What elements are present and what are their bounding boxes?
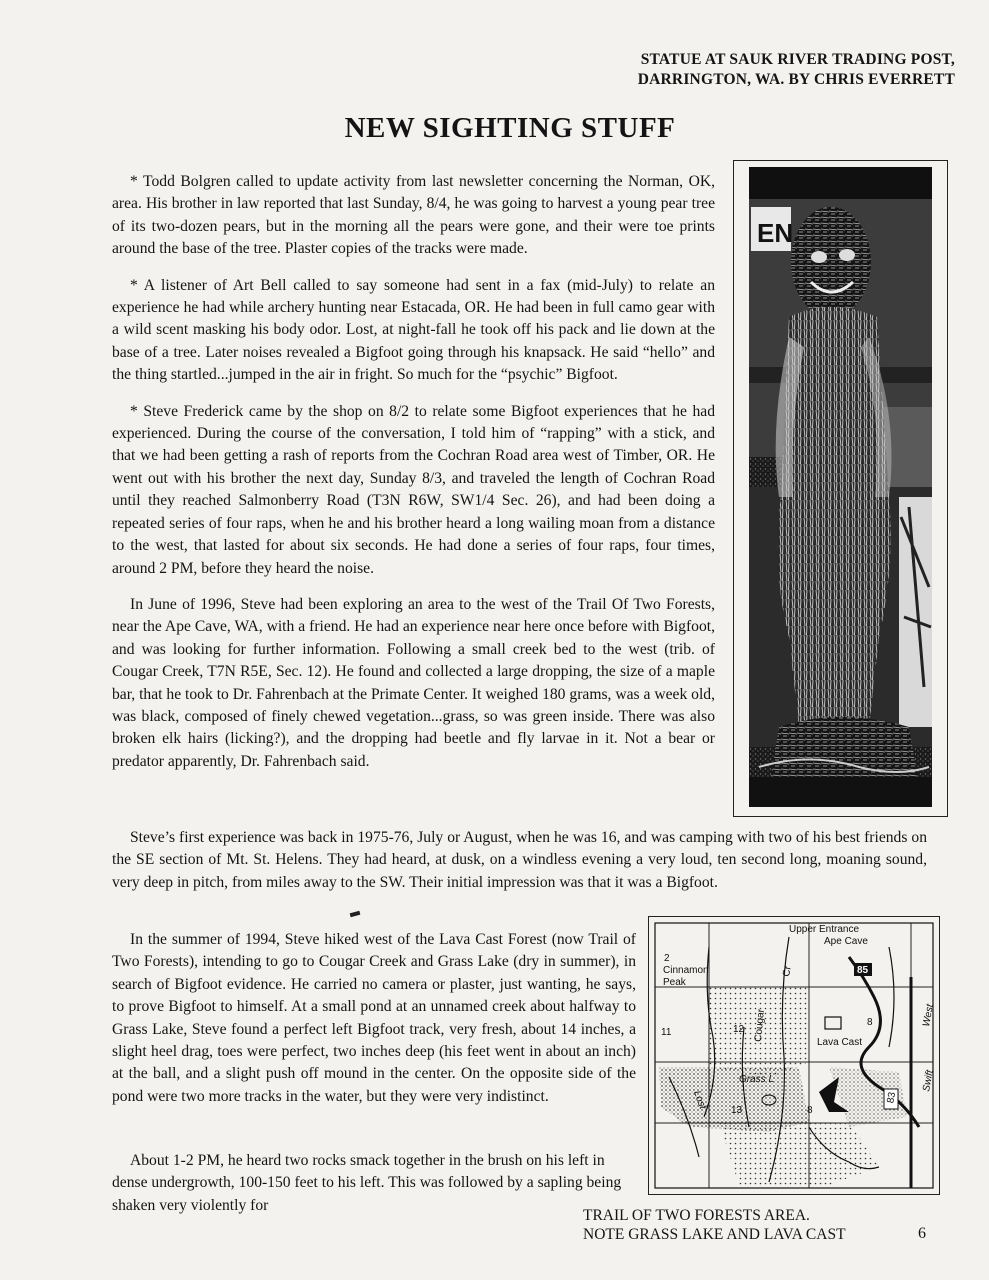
paragraph-first-experience: Steve’s first experience was back in 1975-76, July or August, when he was 16, and was camping with two of his best friends on the SE section of Mt. St. Helens. They had heard, at dusk, on a windless evening a very loud, ten second long, moaning sound, very deep in pitch, from miles away to the SW. Their initial impression was that it was a Bigfoot. xyxy=(112,829,927,891)
label-section-8: 8 xyxy=(867,1017,873,1028)
label-cinnamon: Cinnamon xyxy=(663,965,709,976)
sign-text: EN xyxy=(757,218,794,248)
label-section-8b: 8 xyxy=(807,1105,813,1116)
label-route-85: 85 xyxy=(857,965,869,976)
paragraph-rocks: About 1-2 PM, he heard two rocks smack together in the brush on his left in dense undergrowth, 100-150 feet to his left. This was followed by a sapling being shaken very violently for xyxy=(112,1152,622,1214)
paragraph-art-bell: * A listener of Art Bell called to say someone had sent in a fax (mid-July) to relate an experience he had while archery hunting near Estacada, OR. He had been in full camo gear with a wild scent masking his body odor. Lost, at night-fall he took off his pack and lie down at the base of a tree. Later noises revealed a Bigfoot going through his knapsack. He said “hello” and the thing startled...jumped in the air in fright. So much for the “psychic” Bigfoot. xyxy=(112,276,715,384)
label-ape-cave: Ape Cave xyxy=(824,936,868,947)
statue-photo xyxy=(749,167,932,807)
map-caption xyxy=(583,1207,883,1244)
label-grass-lake: Grass L xyxy=(739,1074,775,1085)
label-section-2: 2 xyxy=(664,953,670,964)
map-caption-line-2: NOTE GRASS LAKE AND LAVA CAST xyxy=(583,1225,846,1243)
page-number: 6 xyxy=(918,1225,926,1242)
label-section-12: 12 xyxy=(733,1024,745,1035)
label-swift: Swift xyxy=(921,1069,936,1093)
page-title: NEW SIGHTING STUFF xyxy=(344,112,676,144)
paragraph-frederick: * Steve Frederick came by the shop on 8/2 to relate some Bigfoot experiences that he had experienced. During the course of the conversation, I told him of “rapping” with a stick, and that we had been getting a rash of reports from the Cochran Road area west of Timber, OR. He went out with his brother the next day, Sunday 8/3, and traveled the length of Cochran Road until they reached Salmonberry Road (T3N R6W, SW1/4 Sec. 26), and had been doing a repeated series of four raps, when he and his brother heard a long wailing moan from a distance to the west, that lasted for about six seconds. He had done a series of four raps, four times, around 2 PM, before they heard the noise. xyxy=(112,402,715,577)
label-lava-cast: Lava Cast xyxy=(817,1037,863,1048)
label-peak: Peak xyxy=(663,977,686,988)
map-caption-line-1: TRAIL OF TWO FORESTS AREA. xyxy=(583,1207,810,1224)
stray-mark xyxy=(350,911,361,917)
paragraph-bolgren: * Todd Bolgren called to update activity from last newsletter concerning the Norman, OK, area. His brother in law reported that last Sunday, 8/4, he was going to harvest a young pear tree of its two-dozen pears, but in the morning all the pears were gone, and their were toe prints around the base of the tree. Plaster copies of the tracks were made. xyxy=(112,173,715,258)
paragraph-summer-1994: In the summer of 1994, Steve hiked west of the Lava Cast Forest (now Trail of Two Forests), intending to go to Cougar Creek and Grass Lake (dry in summer), in search of Bigfoot evidence. He carried no camera or plaster, just wanting, he says, to prove Bigfoot to himself. At a small pond at an unnamed creek about halfway to Grass Lake, Steve found a perfect left Bigfoot track, very fresh, about 14 inches, a slight heel drag, toes were perfect, two inches deep (his feet went in about an inch) at the ball, and a slight push off mound in the center. On the opposite side of the pond were two more tracks in the water, but they were very indistinct. xyxy=(112,931,636,1105)
label-lost: Lost xyxy=(691,1089,708,1111)
photo-caption xyxy=(560,50,955,90)
photo-caption-line-2: DARRINGTON, WA. BY CHRIS EVERRETT xyxy=(637,71,955,88)
statue-photo-frame xyxy=(733,160,948,817)
label-west: West xyxy=(921,1003,936,1028)
label-upper-entrance: Upper Entrance xyxy=(789,924,860,935)
narrow-column xyxy=(112,171,715,773)
map-side-column xyxy=(112,929,636,1108)
label-cougar: Cougar xyxy=(753,1008,767,1043)
label-section-11: 11 xyxy=(661,1027,672,1038)
full-width-block xyxy=(112,827,927,894)
trail-map xyxy=(649,917,939,1194)
paragraph-june-1996: In June of 1996, Steve had been exploring an area to the west of the Trail Of Two Forests, near the Ape Cave, WA, with a friend. He had an experience near here once before with Bigfoot, and was looking for further information. Following a small creek bed to the west (trib. of Cougar Creek, T7N R5E, Sec. 12). He found and collected a large dropping, the size of a maple bar, that he took to Dr. Fahrenbach at the Primate Center. It weighed 180 grams, was a week old, was black, composed of finely chewed vegetation...grass, so was green inside. There was also broken elk hairs (licking?), and the dropping had beetle and fly larvae in it. Not a bear or predator apparently, Dr. Fahrenbach said. xyxy=(112,595,715,770)
photo-caption-line-1: STATUE AT SAUK RIVER TRADING POST, xyxy=(640,51,955,68)
label-route-83: 83 xyxy=(885,1091,899,1105)
label-creek-abbrev: Cr xyxy=(781,965,794,978)
label-section-13: 13 xyxy=(731,1105,743,1116)
trail-map-frame xyxy=(648,916,940,1195)
